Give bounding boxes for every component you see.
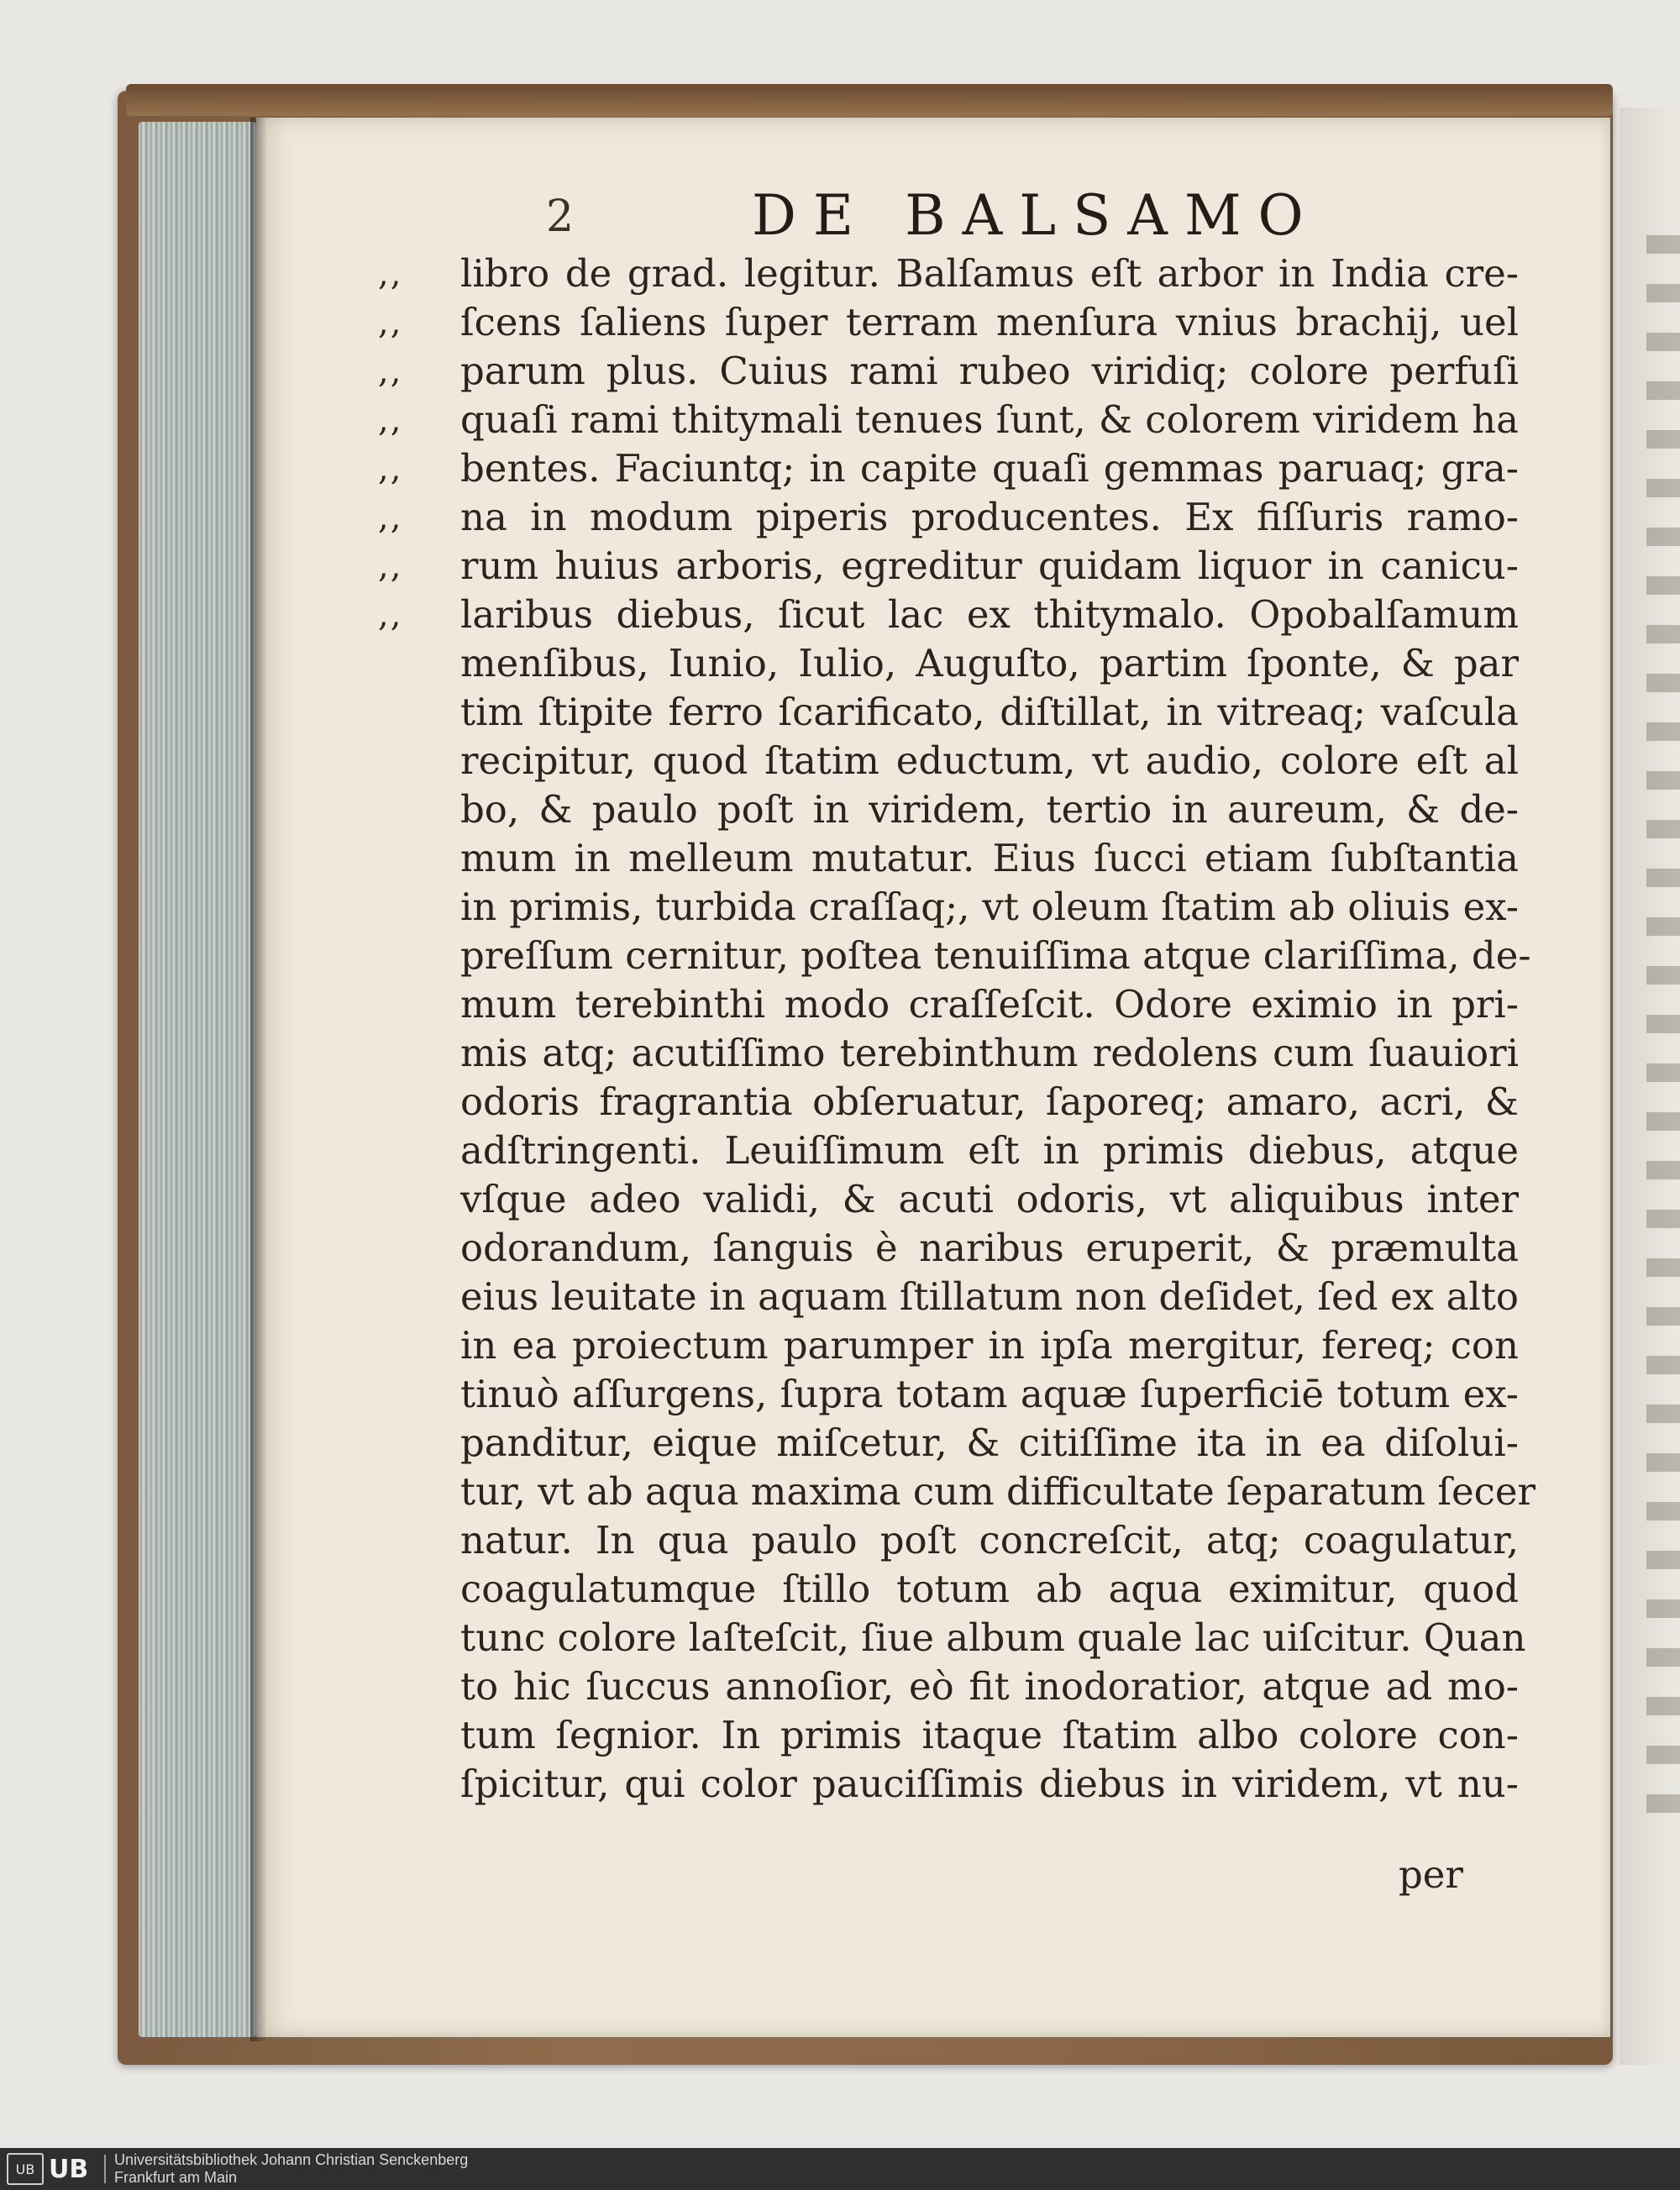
text-line-content: eius leuitate in aquam ſtillatum non deſidet, ſed ex alto <box>460 1274 1519 1319</box>
quotation-mark: ,, <box>378 547 403 586</box>
catchword: per <box>1399 1852 1463 1897</box>
facing-page-text <box>1646 235 1680 1831</box>
text-line-content: adſtringenti. Leuiſſimum eſt in primis diebus, atque <box>460 1128 1519 1173</box>
text-line-content: rum huius arboris, egreditur quidam liquor in canicu- <box>460 544 1519 588</box>
text-line <box>378 396 1519 444</box>
text-line-content: recipitur, quod ſtatim eductum, vt audio, colore eſt al <box>460 738 1519 783</box>
quotation-mark: ,, <box>378 401 403 439</box>
library-logo-text: UB <box>49 2154 89 2184</box>
spine-shadow <box>250 118 267 2041</box>
quotation-mark: ,, <box>378 498 403 537</box>
text-line <box>460 883 1519 932</box>
footer-bar <box>0 2148 1680 2190</box>
text-line-content: in ea proiectum parumper in ipſa mergitur, fereq; con <box>460 1323 1519 1368</box>
text-line <box>460 932 1531 980</box>
text-line <box>460 980 1519 1029</box>
text-line-content: vſque adeo validi, & acuti odoris, vt aliquibus inter <box>460 1177 1519 1221</box>
text-line-content: parum plus. Cuius rami rubeo viridiq; colore perfuſi <box>460 349 1519 393</box>
text-line-content: libro de grad. legitur. Balſamus eſt arbor in India cre- <box>460 251 1519 296</box>
book-cover-top-edge <box>126 84 1613 116</box>
text-line-content: menſibus, Iunio, Iulio, Auguſto, partim ſponte, & par <box>460 641 1519 685</box>
text-line <box>460 1614 1526 1662</box>
text-line-content: odoris fragrantia obſeruatur, ſaporeq; amaro, acri, & <box>460 1079 1519 1124</box>
text-line <box>460 834 1519 883</box>
library-logo-icon: UB <box>7 2153 44 2185</box>
page-edges <box>139 122 256 2037</box>
text-line-content: panditur, eique miſcetur, & citiſſime ita in ea diſolui- <box>460 1421 1519 1465</box>
text-line-content: mum terebinthi modo craſſeſcit. Odore eximio in pri- <box>460 982 1519 1027</box>
text-line <box>460 1175 1519 1224</box>
text-line <box>460 1224 1519 1273</box>
text-line <box>460 1760 1519 1809</box>
text-line-content: ſpicitur, qui color pauciſſimis diebus in viridem, vt nu- <box>460 1762 1519 1806</box>
page-number: 2 <box>546 192 575 242</box>
body-text <box>378 249 1536 1809</box>
library-logo[interactable] <box>7 2153 101 2185</box>
quotation-mark: ,, <box>378 255 403 293</box>
text-line <box>378 249 1519 298</box>
text-line <box>378 347 1519 396</box>
text-line-content: tim ſtipite ferro ſcarificato, diſtillat, in vitreaq; vaſcula <box>460 690 1519 734</box>
text-line <box>460 1273 1519 1321</box>
text-line-content: quaſi rami thitymali tenues ſunt, & colorem viridem ha <box>460 397 1519 442</box>
footer-divider <box>104 2155 106 2183</box>
text-line-content: tinuò aſſurgens, ſupra totam aquæ ſuperficiē totum ex- <box>460 1372 1519 1416</box>
text-line <box>460 1711 1519 1760</box>
text-line-content: ſcens ſaliens ſuper terram menſura vnius brachij, uel <box>460 300 1519 344</box>
text-line-content: to hic ſuccus annoſior, eò fit inodoratior, atque ad mo- <box>460 1664 1519 1709</box>
quotation-mark: ,, <box>378 596 403 634</box>
text-line-content: bentes. Faciuntq; in capite quaſi gemmas paruaq; gra- <box>460 446 1519 491</box>
text-line-content: preſſum cernitur, poſtea tenuiſſima atque clariſſima, de- <box>460 933 1531 978</box>
footer-library-name: Universitätsbibliothek Johann Christian Senckenberg <box>114 2151 469 2168</box>
quotation-mark: ,, <box>378 352 403 391</box>
text-line <box>378 298 1519 347</box>
text-line-content: tunc colore laſteſcit, ſiue album quale lac uiſcitur. Quan <box>460 1615 1526 1660</box>
text-line <box>460 688 1519 737</box>
text-line <box>460 1321 1519 1370</box>
text-line-content: tur, vt ab aqua maxima cum difficultate ſeparatum ſecer <box>460 1469 1536 1514</box>
text-line <box>460 1516 1519 1565</box>
text-line <box>460 1370 1519 1419</box>
text-line-content: odorandum, ſanguis è naribus eruperit, & præmulta <box>460 1226 1519 1270</box>
text-line-content: in primis, turbida craſſaq;, vt oleum ſtatim ab oliuis ex- <box>460 885 1519 929</box>
text-line <box>378 444 1519 493</box>
text-line <box>378 493 1519 542</box>
text-line-content: tum ſegnior. In primis itaque ſtatim albo colore con- <box>460 1713 1519 1757</box>
footer-library-city: Frankfurt am Main <box>114 2169 238 2186</box>
text-line <box>378 591 1519 639</box>
text-line <box>378 542 1519 591</box>
text-line-content: mis atq; acutiſſimo terebinthum redolens cum ſuauiori <box>460 1031 1519 1075</box>
text-line <box>460 1565 1519 1614</box>
quotation-mark: ,, <box>378 449 403 488</box>
text-line <box>460 1468 1536 1516</box>
text-line <box>460 1127 1519 1175</box>
text-line <box>460 1078 1519 1127</box>
text-line-content: mum in melleum mutatur. Eius ſucci etiam ſubſtantia <box>460 836 1519 880</box>
text-line-content: laribus diebus, ſicut lac ex thitymalo. Opobalſamum <box>460 592 1519 637</box>
running-head: DE BALSAMO <box>752 183 1320 248</box>
text-line <box>460 1662 1519 1711</box>
text-line-content: bo, & paulo poſt in viridem, tertio in aureum, & de- <box>460 787 1519 832</box>
text-line-content: coagulatumque ſtillo totum ab aqua eximitur, quod <box>460 1567 1519 1611</box>
quotation-mark: ,, <box>378 303 403 342</box>
text-line <box>460 1029 1519 1078</box>
text-line <box>460 785 1519 834</box>
text-line-content: na in modum piperis producentes. Ex fiſſuris ramo- <box>460 495 1519 539</box>
text-line <box>460 1419 1519 1468</box>
text-line <box>460 639 1519 688</box>
text-line-content: natur. In qua paulo poſt concreſcit, atq; coagulatur, <box>460 1518 1519 1562</box>
text-line <box>460 737 1519 785</box>
